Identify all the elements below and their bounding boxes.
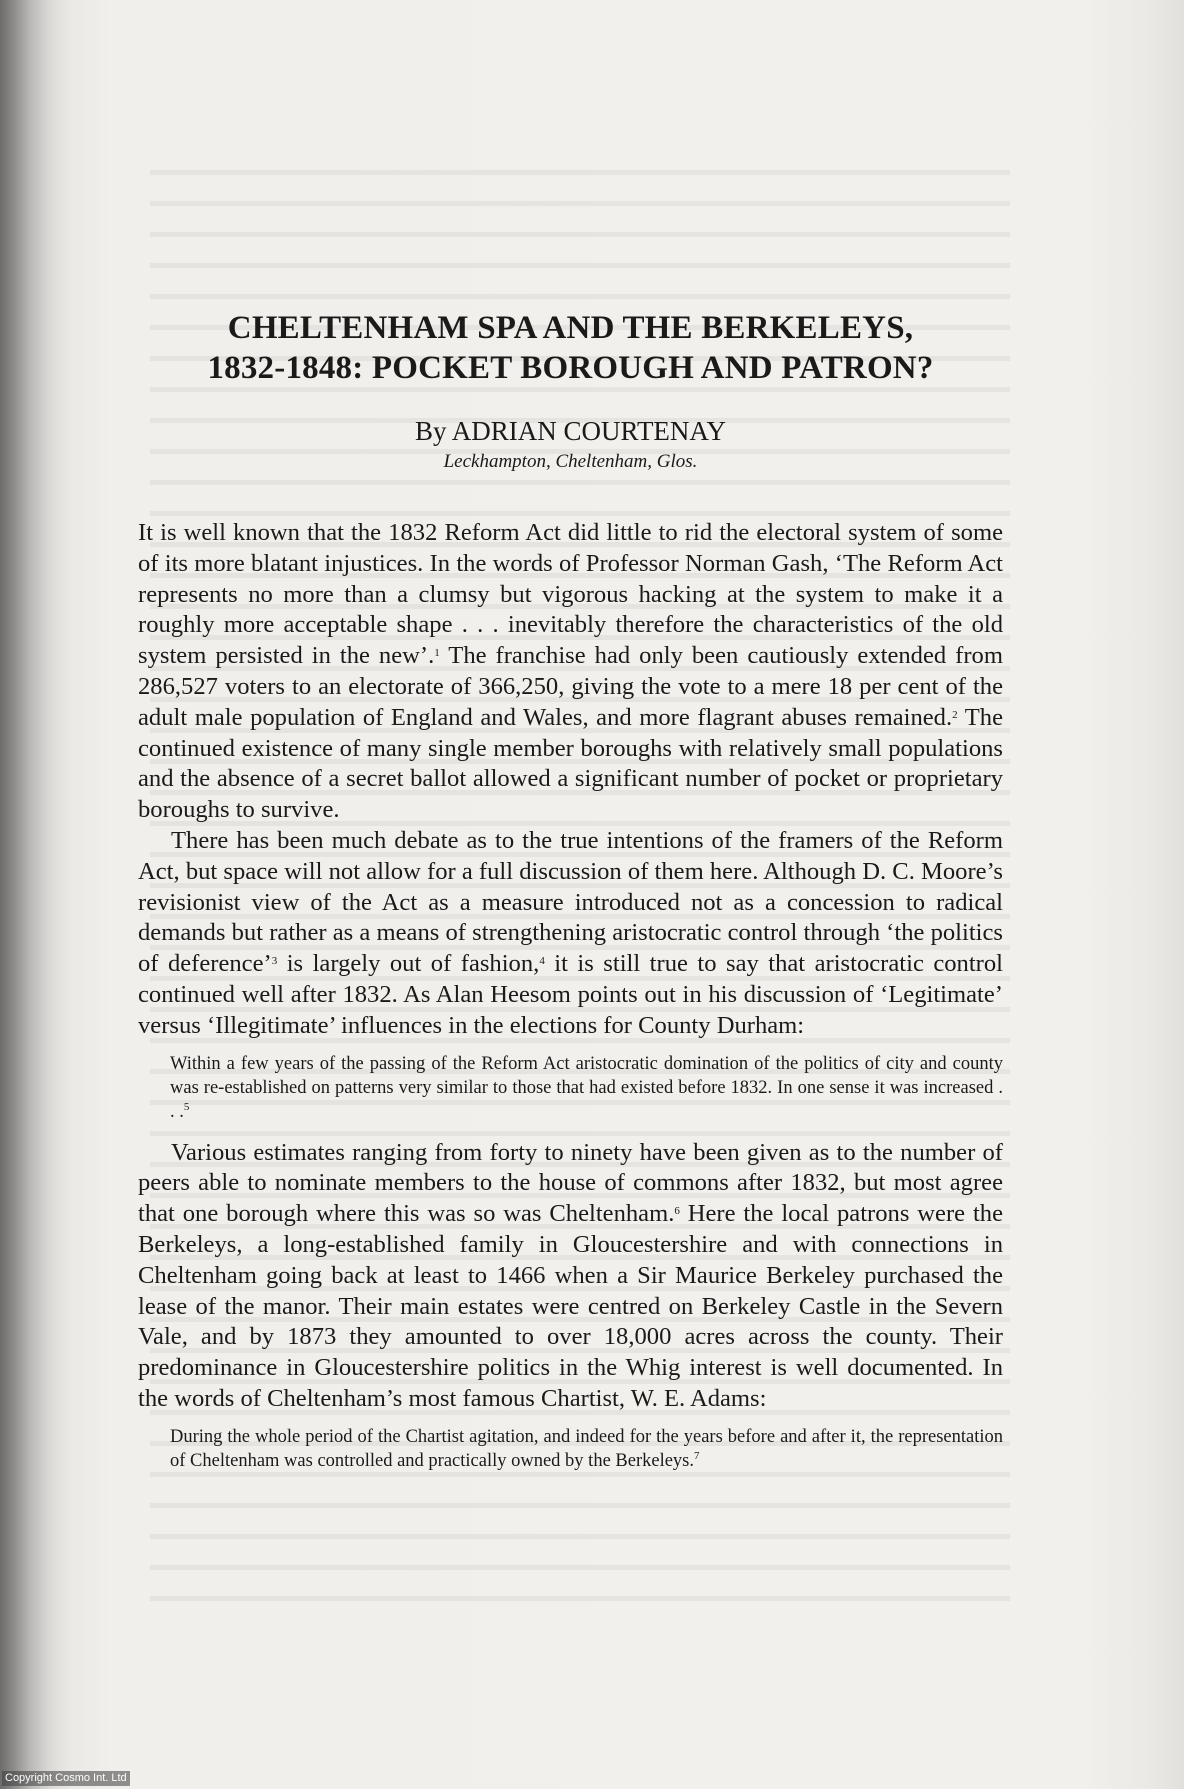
block-quote-1	[170, 1052, 1003, 1124]
title-line-1: CHELTENHAM SPA AND THE BERKELEYS,	[227, 310, 914, 346]
block-quote-2	[170, 1425, 1003, 1473]
paragraph-3-text-a: Various estimates ranging from forty to ninety have been given as to the number of peers able to nominate members to the house of commons after 1832, but most agree that one borough where this was so was Cheltenham.	[138, 1138, 1003, 1228]
footnote-ref-5: 5	[183, 1100, 190, 1113]
article	[138, 308, 1003, 1487]
paragraph-2-text-a: There has been much debate as to the true intentions of the framers of the Reform Act, but space will not allow for a full discussion of them here. Although D. C. Moore’s revisionist view of the Act as a measure introduced not as a concession to radical demands but rather as a means of strengthening aristocratic control through ‘the politics of deference’	[138, 826, 1003, 978]
paragraph-1-text-a: It is well known that the 1832 Reform Act did little to rid the electoral system of some of its more blatant injustices. In the words of Professor Norman Gash, ‘The Reform Act represents no more than a clumsy but vigorous hacking at the system to make it a roughly more acceptable shape . . . inevitably therefore the characteristics of the old system persisted in the new’.	[138, 519, 1003, 670]
paragraph-1	[138, 518, 1003, 826]
author-byline: By ADRIAN COURTENAY	[415, 416, 726, 446]
paragraph-2	[138, 826, 1003, 1042]
title-line-2: 1832-1848: POCKET BOROUGH AND PATRON?	[207, 350, 934, 386]
paragraph-3-text-b: Here the local patrons were the Berkeleys, a long-established family in Gloucestershire and with connections in Cheltenham going back at least to 1466 when a Sir Maurice Berkeley purchased the lease of the manor. Their main estates were centred on Berkeley Castle in the Severn Vale, and by 1873 they amounted to over 18,000 acres across the county. Their predominance in Gloucestershire politics in the Whig interest is well documented. In the words of Cheltenham’s most famous Chartist, W. E. Adams:	[138, 1200, 1003, 1412]
block-quote-2-text: During the whole period of the Chartist agitation, and indeed for the years before and after it, the representation of Cheltenham was controlled and practically owned by the Berkeleys.	[170, 1426, 1003, 1471]
paragraph-1-text-b: The franchise had only been cautiously extended from 286,527 voters to an electorate of 366,250, giving the vote to a mere 18 per cent of the adult male population of England and Wales, and more flagrant abuses remained.	[138, 642, 1003, 731]
footnote-ref-7: 7	[694, 1449, 700, 1462]
copyright-watermark: Copyright Cosmo Int. Ltd	[2, 1771, 130, 1786]
article-body	[138, 518, 1003, 1473]
paragraph-2-text-b: is largely out of fashion,	[277, 950, 540, 978]
footnote-ref-4: 4	[539, 955, 545, 968]
article-title	[138, 308, 1003, 388]
footnote-ref-2: 2	[952, 708, 958, 721]
paragraph-1-text-c: The continued existence of many single member boroughs with relatively small populations and the absence of a secret ballot allowed a significant number of pocket or proprietary boroughs to survive.	[138, 703, 1003, 824]
paragraph-2-text-c: it is still true to say that aristocratic control continued well after 1832. As Alan Heesom points out in his discussion of ‘Legitimate’ versus ‘Illegitimate’ influences in the elections for County Durham:	[138, 950, 1003, 1039]
block-quote-1-text: Within a few years of the passing of the Reform Act aristocratic domination of the politics of city and county was re-established on patterns very similar to those that had existed before 1832. In one sense it was increased . . .	[170, 1053, 1003, 1122]
author-affiliation: Leckhampton, Cheltenham, Glos.	[443, 451, 698, 472]
footnote-ref-6: 6	[674, 1205, 680, 1218]
footnote-ref-1: 1	[434, 647, 440, 660]
footnote-ref-3: 3	[271, 955, 278, 968]
paragraph-3	[138, 1138, 1003, 1415]
